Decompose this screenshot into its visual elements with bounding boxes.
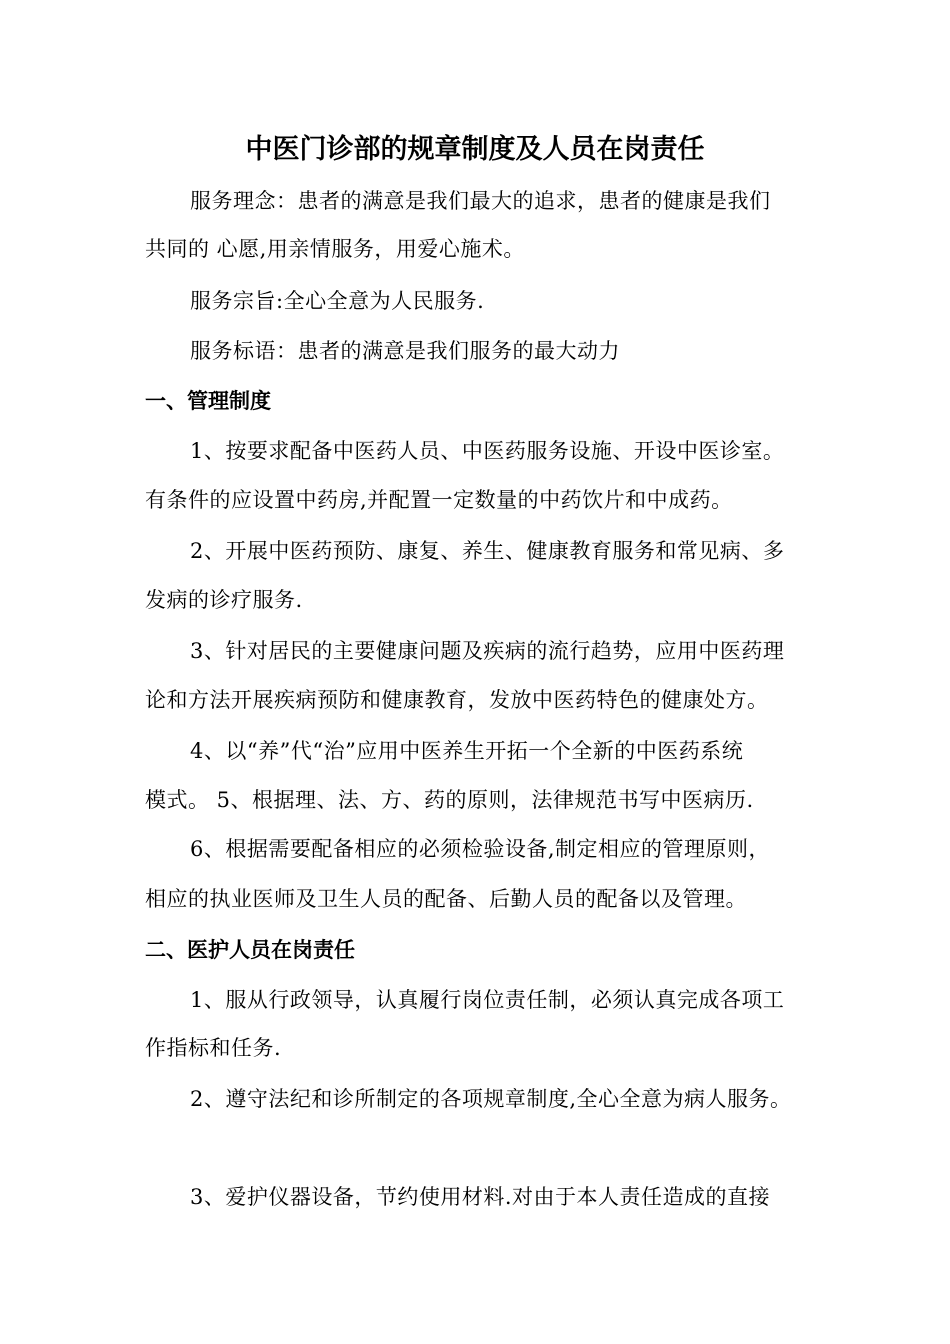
management-item-2-line2: 发病的诊疗服务. [145, 588, 303, 612]
duty-item-3-line1: 3、爱护仪器设备，节约使用材料.对由于本人责任造成的直接 [190, 1185, 771, 1209]
management-item-6-line2: 相应的执业医师及卫生人员的配备、后勤人员的配备以及管理。 [145, 887, 747, 911]
service-tenet: 服务宗旨:全心全意为人民服务. [190, 289, 485, 313]
section-heading-staff-duties: 二、医护人员在岗责任 [145, 938, 355, 962]
duty-item-1-line1: 1、服从行政领导，认真履行岗位责任制，必须认真完成各项工 [190, 988, 785, 1012]
management-item-3-line2: 论和方法开展疾病预防和健康教育，发放中医药特色的健康处方。 [145, 688, 769, 712]
duty-item-2-line1: 2、遵守法纪和诊所制定的各项规章制度,全心全意为病人服务。 [190, 1087, 792, 1111]
management-item-2-line1: 2、开展中医药预防、康复、养生、健康教育服务和常见病、多 [190, 539, 785, 563]
duty-item-1-line2: 作指标和任务. [145, 1036, 282, 1060]
management-item-1-line1: 1、按要求配备中医药人员、中医药服务设施、开设中医诊室。 [190, 439, 785, 463]
management-item-4-line1: 4、以“养”代“治”应用中医养生开拓一个全新的中医药系统 [190, 739, 744, 763]
service-philosophy-line2: 共同的 心愿,用亲情服务，用爱心施术。 [145, 237, 525, 261]
management-item-1-line2: 有条件的应设置中药房,并配置一定数量的中药饮片和中成药。 [145, 488, 733, 512]
service-philosophy-line1: 服务理念：患者的满意是我们最大的追求，患者的健康是我们 [190, 189, 771, 213]
management-item-3-line1: 3、针对居民的主要健康问题及疾病的流行趋势，应用中医药理 [190, 639, 785, 663]
document-title: 中医门诊部的规章制度及人员在岗责任 [245, 134, 705, 165]
management-item-4-line2: 模式。 5、根据理、法、方、药的原则，法律规范书写中医病历. [145, 788, 754, 812]
management-item-6-line1: 6、根据需要配备相应的必须检验设备,制定相应的管理原则， [190, 837, 771, 861]
service-slogan: 服务标语：患者的满意是我们服务的最大动力 [190, 339, 620, 363]
section-heading-management: 一、管理制度 [145, 389, 271, 413]
